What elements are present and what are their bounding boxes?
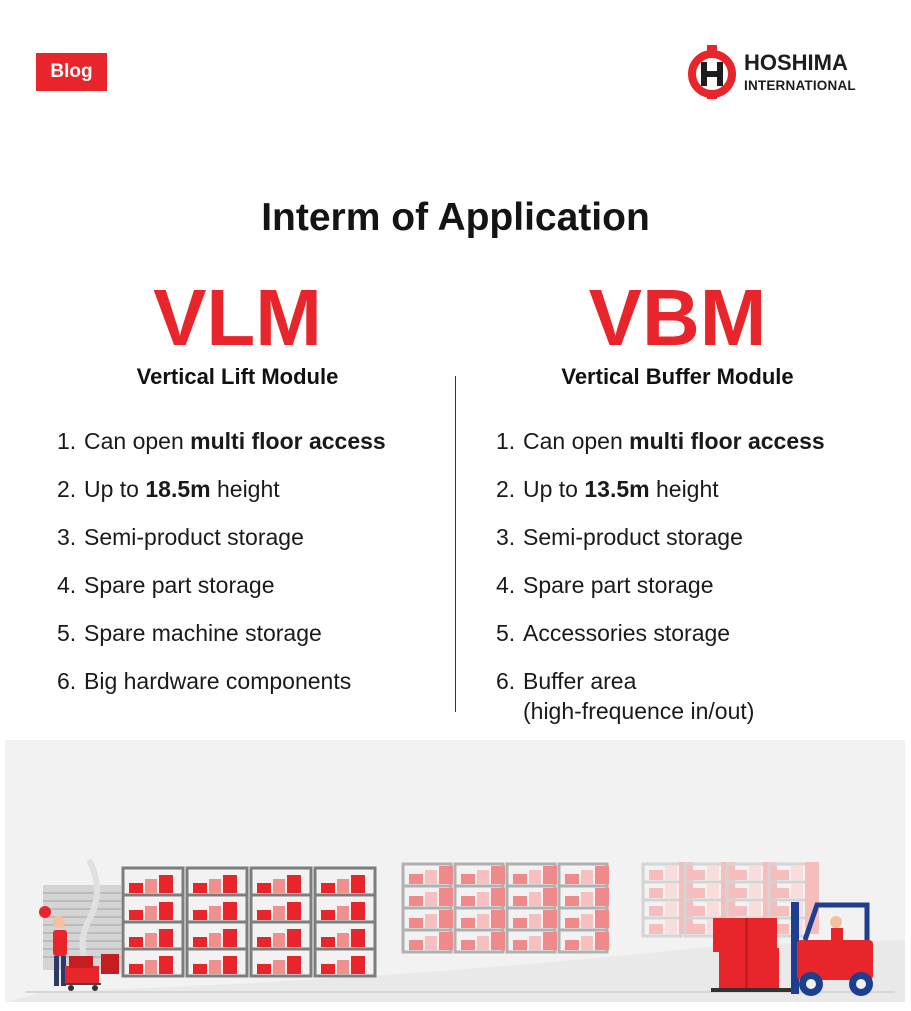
storage-box-icon [351,929,365,947]
storage-box-icon [273,960,285,974]
storage-box-icon [595,888,609,906]
vlm-heading: VLM [153,273,322,362]
feature-item [57,618,386,666]
storage-box-icon [351,956,365,974]
storage-box-icon [409,940,423,950]
vbm-column [456,272,911,724]
feature-bold: 13.5m [584,476,650,502]
storage-box-icon [461,940,475,950]
storage-box-icon [145,879,157,893]
storage-box-icon [425,892,437,906]
storage-box-icon [513,896,527,906]
storage-box-icon [223,956,237,974]
storage-box-icon [273,933,285,947]
storage-box-icon [691,870,705,880]
storage-box-icon [287,956,301,974]
storage-box-icon [439,866,453,884]
storage-box-icon [691,888,705,898]
storage-box-icon [145,960,157,974]
vlm-column [0,272,456,694]
storage-box-icon [477,870,489,884]
storage-box-icon [543,910,557,928]
storage-box-icon [707,902,719,916]
storage-box-icon [565,896,579,906]
feature-item [57,522,386,570]
feature-pre: Spare part storage [523,572,714,598]
storage-box-icon [565,918,579,928]
storage-box-icon [193,910,207,920]
storage-box-icon [491,888,505,906]
feature-item [57,474,386,522]
storage-box-icon [775,924,789,934]
storage-box-icon [321,883,335,893]
storage-box-icon [257,910,271,920]
storage-box-icon [565,874,579,884]
vlm-subtitle: Vertical Lift Module [136,364,339,389]
feature-pre: Buffer area [523,668,637,694]
feature-num: 2. [57,476,77,502]
feature-item [496,618,825,666]
storage-box-icon [477,914,489,928]
storage-box-icon [193,964,207,974]
feature-pre: Semi-product storage [84,524,304,550]
storage-box-icon [257,964,271,974]
storage-box-icon [129,883,143,893]
feature-item [496,666,825,724]
storage-box-icon [461,918,475,928]
storage-box-icon [287,902,301,920]
feature-num: 5. [496,620,516,646]
storage-box-icon [595,932,609,950]
storage-box-icon [409,896,423,906]
feature-post: height [649,476,719,502]
storage-box-icon [145,906,157,920]
storage-box-icon [491,910,505,928]
storage-box-icon [193,937,207,947]
feature-pre: Accessories storage [523,620,731,646]
storage-box-icon [273,906,285,920]
feature-num: 2. [496,476,516,502]
storage-box-icon [337,933,349,947]
storage-box-icon [425,914,437,928]
warehouse-shelves-front [123,868,375,976]
storage-box-icon [529,870,541,884]
blog-badge: Blog [36,53,107,91]
storage-box-icon [409,874,423,884]
storage-box-icon [223,875,237,893]
vlm-feature-list [57,426,386,714]
feature-item [496,522,825,570]
storage-box-icon [733,870,747,880]
storage-box-icon [145,933,157,947]
storage-box-icon [665,866,677,880]
storage-box-icon [805,880,819,898]
feature-num: 1. [496,428,516,454]
storage-box-icon [409,918,423,928]
storage-box-icon [209,933,221,947]
storage-box-icon [337,879,349,893]
storage-box-icon [321,964,335,974]
storage-box-icon [775,888,789,898]
storage-box-icon [193,883,207,893]
storage-box-icon [351,902,365,920]
storage-box-icon [159,902,173,920]
storage-box-icon [513,874,527,884]
storage-box-icon [209,906,221,920]
storage-box-icon [581,870,593,884]
storage-box-icon [461,896,475,906]
storage-box-icon [223,929,237,947]
storage-box-icon [321,910,335,920]
storage-box-icon [477,892,489,906]
feature-pre: Semi-product storage [523,524,743,550]
storage-box-icon [477,936,489,950]
feature-item [57,570,386,618]
storage-box-icon [439,888,453,906]
storage-box-icon [529,914,541,928]
storage-box-icon [749,884,761,898]
feature-pre: Big hardware components [84,668,352,694]
feature-pre: Spare part storage [84,572,275,598]
feature-line2: (high-frequence in/out) [523,698,755,724]
storage-box-icon [595,866,609,884]
storage-box-icon [581,914,593,928]
feature-num: 4. [57,572,77,598]
feature-bold: multi floor access [629,428,825,454]
storage-box-icon [439,910,453,928]
feature-item [57,426,386,474]
storage-box-icon [159,929,173,947]
warehouse-shelves-middle [403,864,609,952]
storage-box-icon [439,932,453,950]
feature-item [496,426,825,474]
feature-num: 3. [496,524,516,550]
storage-box-icon [223,902,237,920]
storage-box-icon [543,932,557,950]
storage-box-icon [543,866,557,884]
storage-box-icon [691,924,705,934]
logo-subtitle: INTERNATIONAL [744,77,856,93]
feature-pre: Spare machine storage [84,620,322,646]
feature-num: 1. [57,428,77,454]
feature-num: 6. [496,668,516,694]
storage-box-icon [491,932,505,950]
storage-box-icon [665,902,677,916]
storage-box-icon [581,936,593,950]
vbm-subtitle: Vertical Buffer Module [561,364,794,389]
vbm-feature-list [496,426,825,724]
feature-num: 6. [57,668,77,694]
storage-box-icon [649,888,663,898]
storage-box-icon [209,879,221,893]
storage-box-icon [287,875,301,893]
storage-box-icon [581,892,593,906]
storage-box-icon [513,918,527,928]
column-divider [455,376,456,712]
storage-box-icon [257,937,271,947]
feature-num: 5. [57,620,77,646]
storage-box-icon [461,874,475,884]
storage-box-icon [649,924,663,934]
storage-box-icon [321,937,335,947]
storage-box-icon [337,906,349,920]
storage-box-icon [665,920,677,934]
storage-box-icon [691,906,705,916]
feature-bold: multi floor access [190,428,386,454]
vbm-heading: VBM [588,273,767,362]
storage-box-icon [129,910,143,920]
feature-pre: Up to [84,476,146,502]
storage-box-icon [351,875,365,893]
hoshima-logo-icon [688,45,736,99]
storage-box-icon [649,870,663,880]
storage-box-icon [159,956,173,974]
page-title: Interm of Application [261,196,650,239]
feature-item [57,666,386,714]
logo-name: HOSHIMA [744,49,848,75]
storage-box-icon [791,866,803,880]
storage-box-icon [707,866,719,880]
storage-box-icon [775,870,789,880]
storage-box-icon [529,892,541,906]
storage-box-icon [425,936,437,950]
feature-pre: Can open [84,428,191,454]
storage-box-icon [595,910,609,928]
storage-box-icon [805,862,819,880]
warehouse-illustration [5,740,905,1002]
feature-pre: Up to [523,476,585,502]
feature-pre: Can open [523,428,630,454]
feature-bold: 18.5m [145,476,211,502]
storage-box-icon [543,888,557,906]
storage-box-icon [649,906,663,916]
storage-box-icon [425,870,437,884]
storage-box-icon [565,940,579,950]
feature-item [496,570,825,618]
storage-box-icon [665,884,677,898]
storage-box-icon [529,936,541,950]
storage-box-icon [733,906,747,916]
storage-box-icon [129,964,143,974]
storage-box-icon [257,883,271,893]
storage-box-icon [513,940,527,950]
storage-box-icon [749,866,761,880]
storage-box-icon [749,902,761,916]
feature-num: 3. [57,524,77,550]
storage-box-icon [287,929,301,947]
storage-box-icon [337,960,349,974]
storage-box-icon [791,884,803,898]
warehouse-scene [5,740,905,1002]
feature-num: 4. [496,572,516,598]
feature-item [496,474,825,522]
storage-box-icon [273,879,285,893]
storage-box-icon [707,884,719,898]
storage-box-icon [733,888,747,898]
storage-box-icon [129,937,143,947]
storage-box-icon [209,960,221,974]
feature-post: height [210,476,280,502]
brand-logo [688,45,856,99]
storage-box-icon [159,875,173,893]
storage-box-icon [775,906,789,916]
storage-box-icon [491,866,505,884]
